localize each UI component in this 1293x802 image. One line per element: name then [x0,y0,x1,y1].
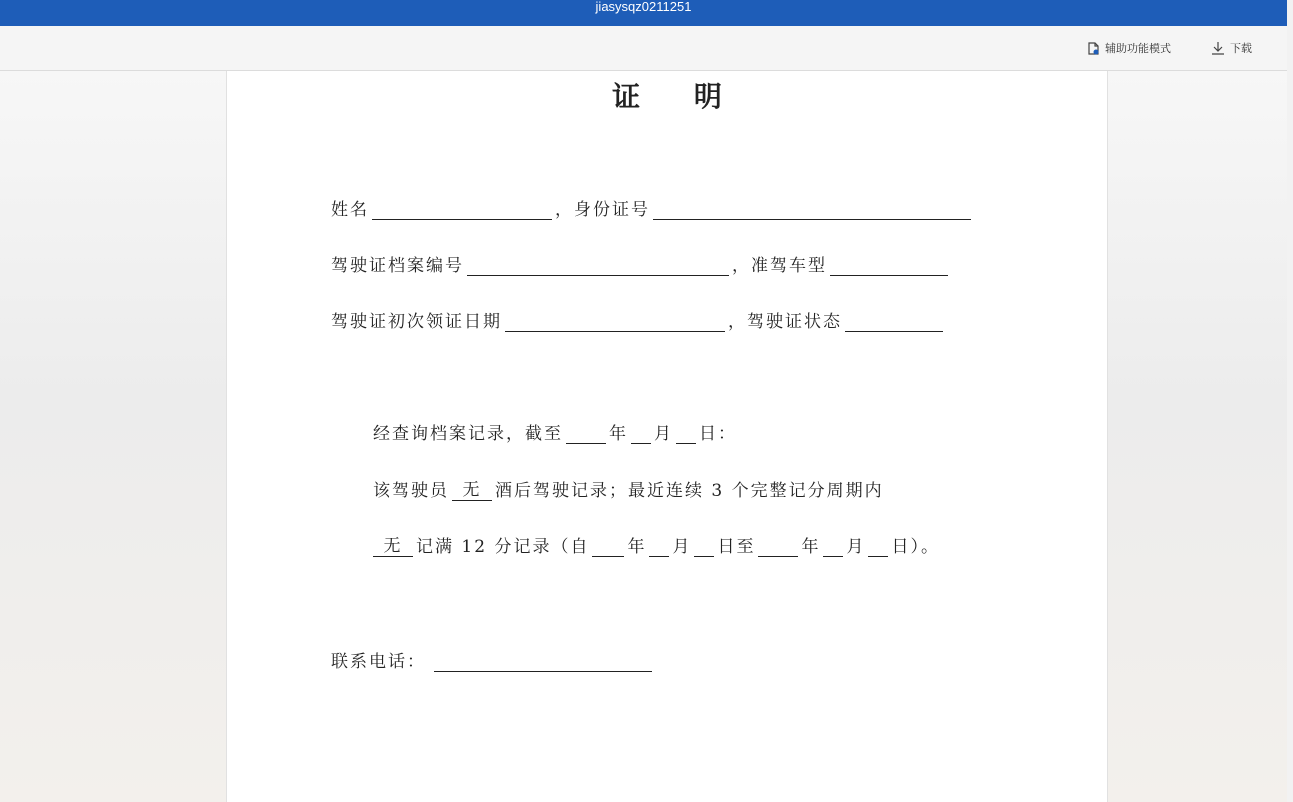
to-day-blank [868,538,888,557]
id-label: ，身份证号 [555,200,650,220]
document-page [226,71,1108,802]
from-month-blank [649,538,669,557]
to-month-blank [823,538,843,557]
query-year-blank [566,425,606,444]
first-date-blank [505,313,725,332]
document-title: 证 明 [612,80,744,113]
phone-label: 联系电话： [331,652,426,672]
download-label: 下载 [1230,42,1252,55]
vehicle-blank [830,257,948,276]
download-icon [1211,41,1225,55]
query-date-line [373,419,737,444]
archive-label: 驾驶证档案编号 [331,256,464,276]
driver-prefix: 该驾驶员 [373,481,449,501]
document-viewer[interactable] [0,71,1287,802]
day-to-label: 日至 [717,537,756,557]
name-id-line [331,195,974,220]
points-record-value: 无 [373,531,413,557]
to-month-label: 月 [846,537,866,557]
from-year-label: 年 [627,537,647,557]
to-year-blank [758,538,798,557]
query-year-label: 年 [609,424,628,444]
phone-blank [434,653,652,672]
query-prefix: 经查询档案记录，截至 [373,424,563,444]
from-month-label: 月 [672,537,692,557]
first-date-status-line [331,307,946,332]
window-title-bar [0,0,1287,26]
query-month-blank [631,425,651,444]
to-year-label: 年 [801,537,821,557]
archive-vehicle-line [331,251,951,276]
archive-blank [467,257,729,276]
first-date-label: 驾驶证初次领证日期 [331,312,502,332]
drunk-driving-text: 酒后驾驶记录；最近连续 3 个完整记分周期内 [495,481,884,501]
drunk-driving-line [373,475,884,501]
drunk-driving-value: 无 [452,475,492,501]
accessibility-mode-button[interactable] [1088,40,1171,56]
status-label: ，驾驶证状态 [728,312,842,332]
from-day-blank [694,538,714,557]
accessibility-mode-label: 辅助功能模式 [1105,42,1171,55]
status-blank [845,313,943,332]
vehicle-label: ，准驾车型 [732,256,827,276]
viewer-toolbar [0,26,1287,71]
phone-line [331,647,655,672]
from-year-blank [592,538,624,557]
points-text: 记满 12 分记录（自 [416,537,590,557]
id-blank [653,201,971,220]
day-close-label: 日）。 [891,537,940,557]
name-label: 姓名 [331,200,369,220]
name-blank [372,201,552,220]
query-day-label: 日： [699,424,737,444]
points-record-line [373,531,940,557]
download-button[interactable] [1211,40,1252,56]
document-accessibility-icon [1088,42,1100,55]
window-title: jiasysqz0211251 [595,0,692,14]
query-month-label: 月 [654,424,673,444]
query-day-blank [676,425,696,444]
